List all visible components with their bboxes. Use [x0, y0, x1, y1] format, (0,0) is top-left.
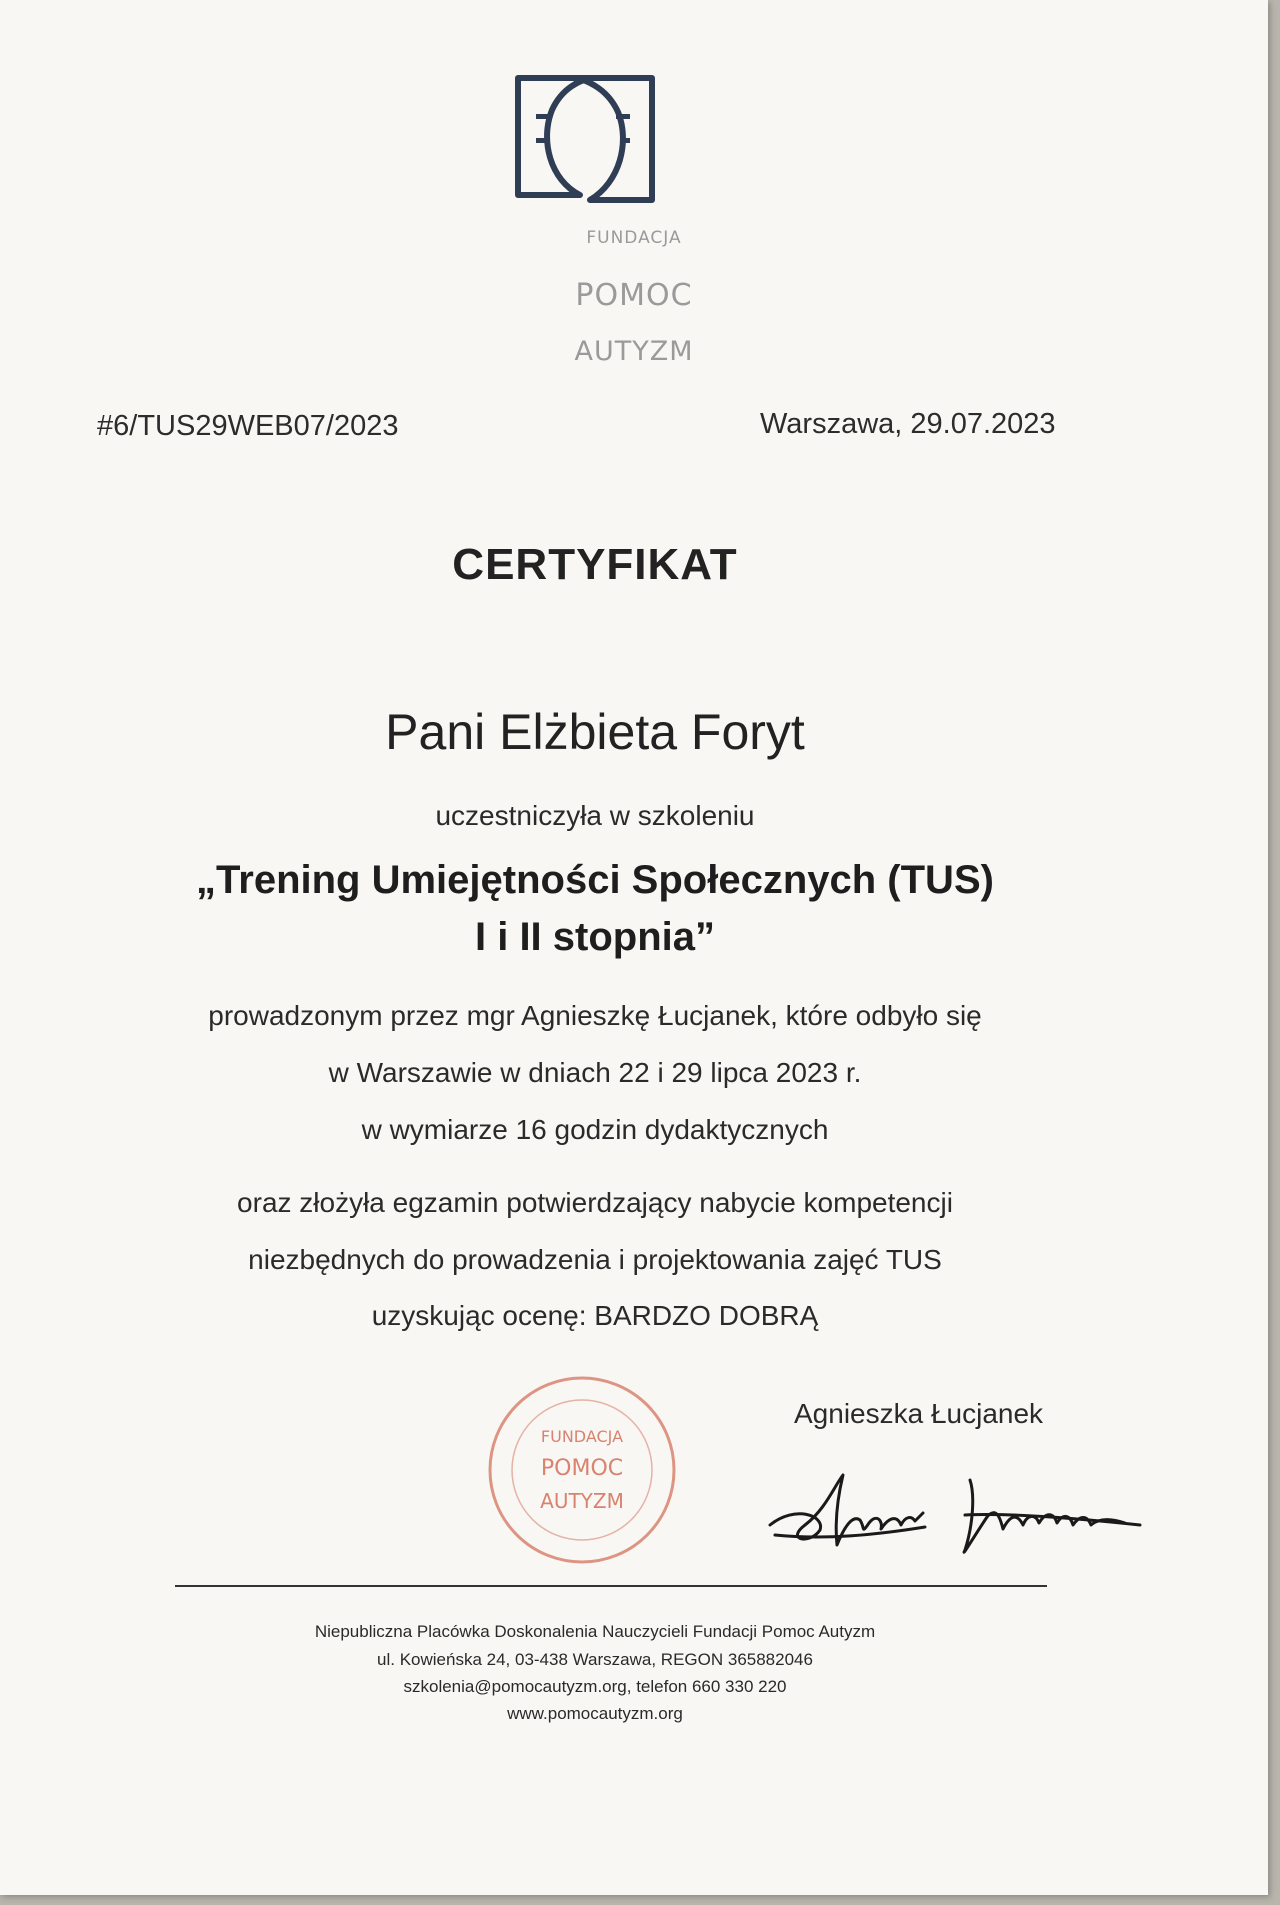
participation-text: uczestniczyła w szkoleniu: [435, 800, 755, 831]
footer-institution: Niepubliczna Placówka Doskonalenia Nauczycieli Fundacji Pomoc Autyzm: [314, 1622, 876, 1641]
round-stamp-icon: [482, 1370, 682, 1570]
footer-contact: szkolenia@pomocautyzm.org, telefon 660 330 220: [403, 1677, 787, 1696]
body-line-exam: oraz złożyła egzamin potwierdzający nabycie kompetencji: [237, 1187, 953, 1218]
stamp-text-pomoc: POMOC: [540, 1456, 624, 1481]
theatre-masks-logo-icon: [510, 70, 660, 210]
reference-number: #6/TUS29WEB07/2023: [97, 410, 399, 442]
body-line-dates: w Warszawie w dniach 22 i 29 lipca 2023 r.: [328, 1057, 862, 1088]
body-line-hours: w wymiarze 16 godzin dydaktycznych: [361, 1114, 829, 1145]
recipient-name: Pani Elżbieta Foryt: [385, 704, 805, 760]
certificate-title: CERTYFIKAT: [452, 540, 738, 589]
handwritten-signature-icon: [765, 1455, 1145, 1565]
footer-website: www.pomocautyzm.org: [507, 1704, 683, 1723]
place-date: Warszawa, 29.07.2023: [760, 408, 1056, 440]
body-line-competence: niezbędnych do prowadzenia i projektowania zajęć TUS: [248, 1244, 942, 1275]
body-line-trainer: prowadzonym przez mgr Agnieszkę Łucjanek, które odbyło się: [208, 1000, 982, 1031]
logo-text-autyzm: AUTYZM: [574, 336, 694, 367]
signer-name: Agnieszka Łucjanek: [794, 1398, 1044, 1429]
footer-address: ul. Kowieńska 24, 03-438 Warszawa, REGON 365882046: [377, 1650, 813, 1669]
footer-divider: [175, 1585, 1047, 1587]
course-name-line2: I i II stopnia”: [474, 915, 716, 959]
logo-text-pomoc: POMOC: [575, 278, 693, 313]
stamp-text-fundacja: FUNDACJA: [540, 1427, 624, 1446]
course-name-line1: „Trening Umiejętności Społecznych (TUS): [196, 858, 994, 902]
body-line-grade: uzyskując ocenę: BARDZO DOBRĄ: [371, 1300, 819, 1331]
stamp-text-autyzm: AUTYZM: [540, 1489, 624, 1513]
logo-text-fundacja: FUNDACJA: [586, 228, 682, 248]
